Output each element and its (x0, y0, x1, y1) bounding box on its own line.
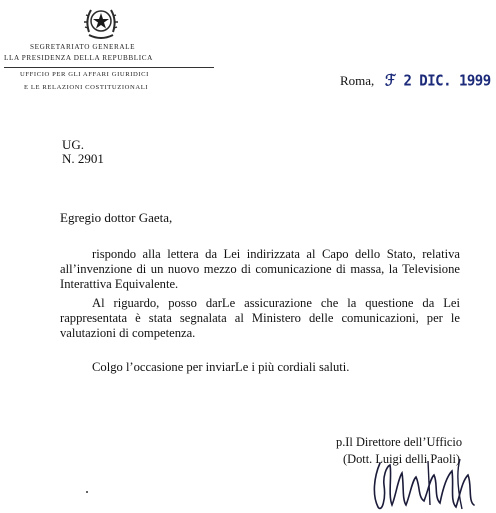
letterhead-office-sub: E LE RELAZIONI COSTITUZIONALI (24, 84, 149, 91)
closing-paragraph (60, 360, 460, 375)
salutation: Egregio dottor Gaeta, (60, 210, 173, 225)
closing-paragraph-text: Colgo l’occasione per inviarLe i più cordiali saluti. (92, 360, 350, 374)
protocol-number: N. 2901 (62, 151, 104, 166)
letterhead-presidency: LLA PRESIDENZA DELLA REPUBBLICA (4, 54, 153, 62)
date-stamp-text: 2 DIC. 1999 (403, 72, 491, 90)
place-label: Roma, (340, 73, 375, 88)
ink-speck (86, 491, 88, 493)
letterhead-office: UFFICIO PER GLI AFFARI GIURIDICI (20, 71, 149, 78)
date-stamp (385, 72, 491, 90)
body-paragraph (60, 247, 460, 292)
signatory-name: (Dott. Luigi delli Paoli) (343, 452, 461, 466)
body-paragraph (60, 296, 460, 341)
handwritten-signature (368, 455, 488, 513)
letterhead-divider (4, 67, 214, 68)
letterhead-secretariat: SEGRETARIATO GENERALE (30, 43, 136, 51)
body-paragraph-text: Al riguardo, posso darLe assicurazione che la questione da Lei rappresentata è stata segnalata al Ministero delle comunicazioni, per le valutazioni di competenza. (60, 296, 460, 340)
italian-republic-emblem-icon (83, 2, 119, 42)
stamp-mark-icon: ℱ (385, 72, 396, 90)
signatory-title: p.Il Direttore dell’Ufficio (336, 435, 463, 449)
body-paragraph-text: rispondo alla lettera da Lei indirizzata al Capo dello Stato, relativa all’invenzione di un nuovo mezzo di comunicazione di massa, la Televisione Interattiva Equivalente. (60, 247, 460, 291)
protocol-office: UG. (62, 137, 85, 152)
